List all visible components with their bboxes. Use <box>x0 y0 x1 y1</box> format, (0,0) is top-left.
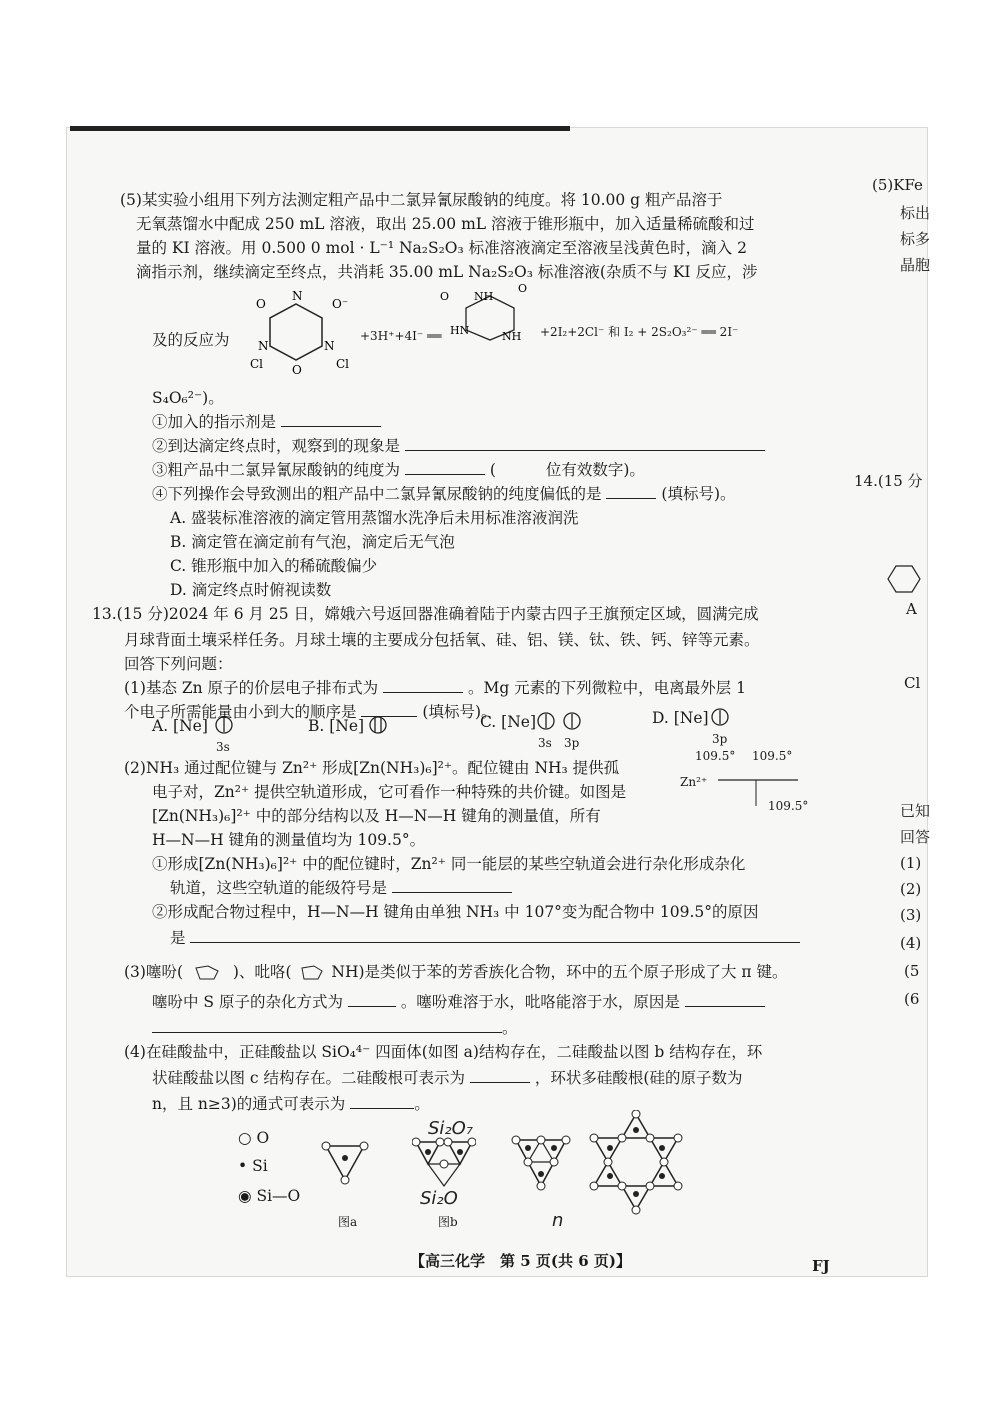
zn-ion-label: Zn²⁺ <box>680 775 708 789</box>
angle-label-1: 109.5° <box>695 749 736 763</box>
svg-text:O: O <box>440 290 450 303</box>
legend-oxygen: ○ O <box>238 1129 270 1147</box>
orbital-label-3p-c: 3p <box>564 736 580 750</box>
zn-config-question: (1)基态 Zn 原子的价层电子排布式为 <box>124 679 379 697</box>
ring-silicate-intro: ，环状多硅酸根(硅的原子数为 <box>534 1069 743 1087</box>
q12-line-3: 量的 KI 溶液。用 0.500 0 mol · L⁻¹ Na₂S₂O₃ 标准溶液滴定至溶液呈浅黄色时，滴入 2 <box>136 239 747 257</box>
figure-c-large-ring <box>586 1110 686 1216</box>
q13-line-3: 回答下列问题： <box>124 655 233 673</box>
reaction-prefix: 及的反应为 <box>152 331 230 349</box>
right-frag-a: A <box>906 600 917 618</box>
right-frag-answer: 回答 <box>900 828 931 846</box>
svg-text:N: N <box>324 339 335 353</box>
q13-p2-line-2: 电子对，Zn²⁺ 提供空轨道形成，它可看作一种特殊的共价键。如图是 <box>152 783 627 801</box>
solubility-question: 。噻吩难溶于水，吡咯能溶于水，原因是 <box>400 993 680 1011</box>
orbital-symbol-question: 轨道，这些空轨道的能级符号是 <box>170 879 388 897</box>
reaction-mid: +3H⁺+4I⁻ ══ <box>360 329 442 343</box>
figure-a-label: 图a <box>338 1215 358 1229</box>
option-a: A. 盛装标准溶液的滴定管用蒸馏水洗净后未用标准溶液润洗 <box>170 509 579 527</box>
orbital-option-a: A. [Ne] <box>152 717 208 735</box>
svg-text:O: O <box>292 363 302 374</box>
solubility-blank-1[interactable] <box>685 992 765 1007</box>
q13-p4-line-1: (4)在硅酸盐中，正硅酸盐以 SiO₄⁴⁻ 四面体(如图 a)结构存在，二硅酸盐以图 b 结构存在，环 <box>124 1043 763 1061</box>
q13-p2-line-4: H—N—H 键角的测量值均为 109.5°。 <box>152 831 426 849</box>
ring-silicate-question: n，且 n≥3)的通式可表示为 <box>152 1095 346 1113</box>
q13-p2-sub2-line-2 <box>170 928 800 948</box>
bond-angle-reason-blank[interactable] <box>190 928 800 943</box>
figure-c-small-ring <box>508 1134 574 1196</box>
thiophene-ring-icon <box>188 965 228 981</box>
mg-energy-note: (填标号)。 <box>422 703 497 721</box>
svg-text:NH: NH <box>502 330 522 343</box>
svg-text:O: O <box>518 282 528 295</box>
right-frag-cl: Cl <box>904 674 921 692</box>
low-error-question: ④下列操作会导致测出的粗产品中二氯异氰尿酸钠的纯度偏低的是 <box>152 485 602 503</box>
right-frag-p2: (2) <box>900 880 922 898</box>
disilicate-question: 状硅酸盐以图 c 结构存在。二硅酸根可表示为 <box>152 1069 466 1087</box>
reaction-end: S₄O₆²⁻)。 <box>152 389 224 407</box>
orbital-option-c: C. [Ne] <box>480 713 536 731</box>
right-frag-p5: (5 <box>904 962 920 980</box>
q12-sub-1 <box>152 412 381 432</box>
right-frag-p1: (1) <box>900 854 922 872</box>
orbital-label-3s-a: 3s <box>216 740 230 754</box>
orbital-box-a <box>214 715 234 735</box>
right-frag-3: 标多 <box>900 230 931 248</box>
orbital-label-3p-d: 3p <box>712 732 728 746</box>
angle-label-2: 109.5° <box>752 749 793 763</box>
orbital-box-b <box>368 715 388 735</box>
right-frag-p4: (4) <box>900 934 922 952</box>
indicator-answer-blank[interactable] <box>281 412 381 427</box>
option-c: C. 锥形瓶中加入的稀硫酸偏少 <box>170 557 378 575</box>
q12-line-4: 滴指示剂，继续滴定至终点，共消耗 35.00 mL Na₂S₂O₃ 标准溶液(杂质不与 KI 反应，涉 <box>136 263 758 281</box>
indicator-question: ①加入的指示剂是 <box>152 413 277 431</box>
svg-text:O: O <box>256 297 266 311</box>
purity-answer-blank[interactable] <box>405 460 485 475</box>
purity-question: ③粗产品中二氯异氰尿酸钠的纯度为 <box>152 461 401 479</box>
exam-code: FJ <box>812 1257 830 1275</box>
q12-line-1: (5)某实验小组用下列方法测定粗产品中二氯异氰尿酸钠的纯度。将 10.00 g 粗产品溶于 <box>120 191 723 209</box>
option-b: B. 滴定管在滴定前有气泡，滴定后无气泡 <box>170 533 455 551</box>
purity-note-open: ( <box>489 461 496 479</box>
right-frag-1: (5)KFe <box>872 176 923 194</box>
right-benzene-fragment <box>886 564 926 594</box>
q12-line-2: 无氧蒸馏水中配成 250 mL 溶液，取出 25.00 mL 溶液于锥形瓶中，加入适量稀硫酸和过 <box>136 215 755 233</box>
svg-text:Cl: Cl <box>250 357 264 371</box>
orbital-option-d: D. [Ne] <box>652 709 709 727</box>
solubility-blank-2[interactable] <box>152 1018 502 1033</box>
dichloroisocyanurate-structure <box>238 284 358 374</box>
svg-text:N: N <box>258 339 269 353</box>
q13-p2-sub1-line-1: ①形成[Zn(NH₃)₆]²⁺ 中的配位键时，Zn²⁺ 同一能层的某些空轨道会进行杂化形成杂化 <box>152 855 746 873</box>
handwriting-top: Si₂O₇ <box>428 1118 474 1139</box>
mg-energy-intro: 。Mg 元素的下列微粒中，电离最外层 1 <box>467 679 746 697</box>
thiophene-label: (3)噻吩( <box>124 963 184 981</box>
svg-text:O⁻: O⁻ <box>332 297 349 311</box>
q13-p2-line-1: (2)NH₃ 通过配位键与 Zn²⁺ 形成[Zn(NH₃)₆]²⁺。配位键由 NH₃ 提供孤 <box>124 759 620 777</box>
sulfur-hybrid-question: 噻吩中 S 原子的杂化方式为 <box>152 993 343 1011</box>
q12-sub-3 <box>152 460 645 480</box>
orbital-box-d <box>710 707 730 727</box>
ring-silicate-blank[interactable] <box>350 1094 414 1109</box>
q13-p2-sub2-line-1: ②形成配合物过程中，H—N—H 键角由单独 NH₃ 中 107°变为配合物中 109.5°的原因 <box>152 903 759 921</box>
option-d: D. 滴定终点时俯视读数 <box>170 581 332 599</box>
q13-p4-line-2 <box>152 1068 742 1088</box>
endpoint-answer-blank[interactable] <box>405 436 765 451</box>
low-error-note: (填标号)。 <box>661 485 736 503</box>
orbital-symbol-blank[interactable] <box>392 878 512 893</box>
pyrrole-ring-icon <box>296 965 326 981</box>
legend-si-o: ◉ Si—O <box>238 1187 301 1205</box>
orbital-box-c <box>536 711 584 731</box>
pyrrole-label: )、吡咯( <box>232 963 292 981</box>
mg-energy-question: 个电子所需能量由小到大的顺序是 <box>124 703 357 721</box>
cyanuric-acid-structure <box>438 282 548 344</box>
q12-sub-4 <box>152 484 736 504</box>
scan-top-edge <box>70 126 570 131</box>
q13-p3-line-1 <box>124 962 788 982</box>
q12-sub-2 <box>152 436 765 456</box>
q13-p2-line-3: [Zn(NH₃)₆]²⁺ 中的部分结构以及 H—N—H 键角的测量值，所有 <box>152 807 601 825</box>
right-frag-p3: (3) <box>900 906 922 924</box>
figure-b-disilicate <box>412 1136 476 1194</box>
q13-header: 13.(15 分)2024 年 6 月 25 日，嫦娥六号返回器准确着陆于内蒙古四子王旗预定区域，圆满完成 <box>92 605 759 623</box>
right-frag-known: 已知 <box>900 802 931 820</box>
handwriting-bottom: Si₂O <box>420 1188 458 1209</box>
handwriting-n: n <box>552 1210 564 1231</box>
q13-p3-line-2 <box>152 992 765 1012</box>
angle-label-3: 109.5° <box>768 799 809 813</box>
right-frag-4: 晶胞 <box>900 256 931 274</box>
purity-note-close: 位有效数字)。 <box>545 461 645 479</box>
q13-line-2: 月球背面土壤采样任务。月球土壤的主要成分包括氧、硅、铝、镁、钛、铁、钙、锌等元素。 <box>124 631 760 649</box>
legend-silicon: • Si <box>238 1157 268 1175</box>
aromatic-statement: NH)是类似于苯的芳香族化合物，环中的五个原子形成了大 π 键。 <box>331 963 788 981</box>
svg-text:N: N <box>292 289 303 303</box>
sulfur-hybrid-blank[interactable] <box>348 992 396 1007</box>
right-q14: 14.(15 分 <box>854 472 923 490</box>
disilicate-blank[interactable] <box>470 1068 530 1083</box>
zn-config-blank[interactable] <box>383 678 463 693</box>
right-frag-2: 标出 <box>900 204 931 222</box>
svg-text:NH: NH <box>474 290 494 303</box>
low-error-answer-blank[interactable] <box>606 484 656 499</box>
figure-b-label: 图b <box>438 1215 458 1229</box>
figure-a-tetrahedron <box>320 1140 370 1186</box>
bond-angle-reason-label: 是 <box>170 929 186 947</box>
page-footer: 【高三化学 第 5 页(共 6 页)】 <box>410 1252 631 1270</box>
orbital-option-b: B. [Ne] <box>308 717 365 735</box>
right-frag-p6: (6 <box>904 990 920 1008</box>
q13-p4-line-3: n，且 n≥3)的通式可表示为 。 <box>152 1095 430 1113</box>
q13-p3-line-3: 。 <box>152 1018 518 1038</box>
orbital-label-3s-c: 3s <box>538 736 552 750</box>
svg-text:Cl: Cl <box>336 357 350 371</box>
svg-text:HN: HN <box>450 324 470 337</box>
q13-p1-line-1 <box>124 678 746 698</box>
reaction-tail: +2I₂+2Cl⁻ 和 I₂ + 2S₂O₃²⁻ ══ 2I⁻ <box>540 325 739 339</box>
q13-p2-sub1-line-2 <box>170 878 512 898</box>
endpoint-question: ②到达滴定终点时，观察到的现象是 <box>152 437 401 455</box>
